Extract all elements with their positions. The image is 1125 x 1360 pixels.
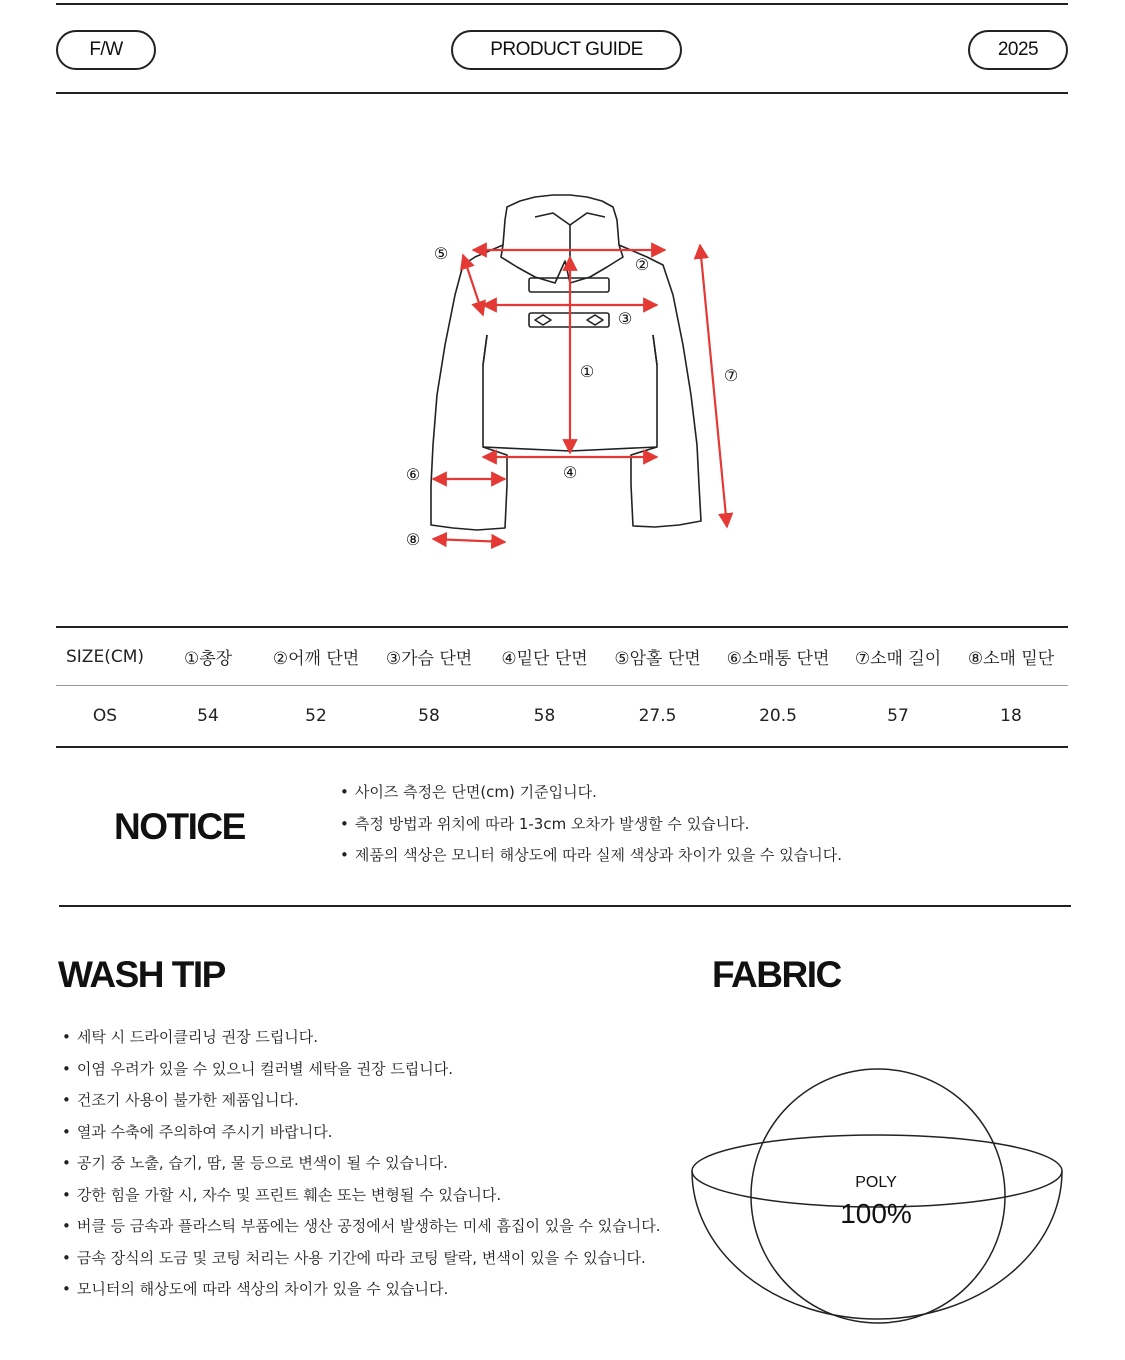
wash-tip-list bbox=[62, 1022, 661, 1306]
table-cell: 58 bbox=[418, 706, 440, 726]
table-bottom-rule bbox=[56, 746, 1068, 748]
marker-length: ① bbox=[579, 362, 595, 381]
page-title: PRODUCT GUIDE bbox=[490, 39, 643, 60]
marker-armhole: ⑤ bbox=[433, 244, 449, 263]
notice-item: • 측정 방법과 위치에 따라 1-3cm 오차가 발생할 수 있습니다. bbox=[340, 809, 842, 841]
notice-title: NOTICE bbox=[114, 806, 245, 847]
top-rule bbox=[56, 3, 1068, 5]
wash-tip-item: • 공기 중 노출, 습기, 땀, 물 등으로 변색이 될 수 있습니다. bbox=[62, 1148, 661, 1180]
wash-tip-item: • 모니터의 해상도에 따라 색상의 차이가 있을 수 있습니다. bbox=[62, 1274, 661, 1306]
header-rule bbox=[56, 92, 1068, 94]
notice-list bbox=[340, 777, 842, 872]
table-cell: 57 bbox=[887, 706, 909, 726]
table-header-cell: ①총장 bbox=[183, 649, 233, 669]
marker-sleeve-length: ⑦ bbox=[723, 366, 739, 385]
table-cell: 20.5 bbox=[759, 706, 797, 726]
wash-tip-title: WASH TIP bbox=[58, 954, 225, 995]
fabric-title: FABRIC bbox=[712, 954, 841, 995]
measurement-arrows bbox=[433, 245, 727, 542]
table-cell: 52 bbox=[305, 706, 327, 726]
table-header-cell: ⑦소매 길이 bbox=[854, 649, 942, 669]
table-row bbox=[56, 686, 1068, 746]
wash-tip-item: • 열과 수축에 주의하여 주시기 바랍니다. bbox=[62, 1117, 661, 1149]
table-cell-size: OS bbox=[92, 706, 118, 726]
page-title-badge bbox=[451, 30, 682, 70]
marker-sleeve-width: ⑥ bbox=[405, 465, 421, 484]
marker-hem: ④ bbox=[562, 463, 578, 482]
arrow-sleeve-length bbox=[700, 245, 727, 527]
wash-tip-item: • 강한 힘을 가할 시, 자수 및 프린트 훼손 또는 변형될 수 있습니다. bbox=[62, 1180, 661, 1212]
wash-tip-item: • 건조기 사용이 불가한 제품입니다. bbox=[62, 1085, 661, 1117]
table-cell: 54 bbox=[197, 706, 219, 726]
notice-bottom-rule bbox=[59, 905, 1071, 907]
wash-tip-item: • 금속 장식의 도금 및 코팅 처리는 사용 기간에 따라 코팅 탈락, 변색이 있을 수 있습니다. bbox=[62, 1243, 661, 1275]
table-header-cell: SIZE(CM) bbox=[66, 646, 144, 667]
notice-item: • 제품의 색상은 모니터 해상도에 따라 실제 색상과 차이가 있을 수 있습니다. bbox=[340, 840, 842, 872]
marker-sleeve-hem: ⑧ bbox=[405, 530, 421, 549]
table-cell: 58 bbox=[533, 706, 556, 726]
table-header-cell: ②어깨 단면 bbox=[272, 649, 360, 669]
table-header-cell: ⑤암홀 단면 bbox=[614, 649, 701, 669]
season-label: F/W bbox=[89, 39, 123, 60]
table-cell: 27.5 bbox=[638, 706, 677, 726]
marker-shoulder: ② bbox=[634, 255, 650, 274]
table-header-cell: ③가슴 단면 bbox=[385, 649, 473, 669]
year-label: 2025 bbox=[997, 39, 1039, 60]
marker-chest: ③ bbox=[617, 309, 633, 328]
fabric-material: POLY bbox=[855, 1174, 897, 1191]
wash-tip-item: • 버클 등 금속과 플라스틱 부품에는 생산 공정에서 발생하는 미세 흠집이 있을 수 있습니다. bbox=[62, 1211, 661, 1243]
season-badge bbox=[56, 30, 156, 70]
size-table bbox=[56, 628, 1068, 746]
arrow-sleeve-hem bbox=[433, 539, 505, 542]
jacket-measurement-diagram bbox=[395, 185, 745, 560]
wash-tip-item: • 세탁 시 드라이클리닝 권장 드립니다. bbox=[62, 1022, 661, 1054]
arrow-armhole bbox=[463, 255, 483, 315]
table-header-row bbox=[56, 628, 1068, 685]
wash-tip-item: • 이염 우려가 있을 수 있으니 컬러별 세탁을 권장 드립니다. bbox=[62, 1054, 661, 1086]
table-header-cell: ⑧소매 밑단 bbox=[967, 649, 1055, 669]
fabric-percent: 100% bbox=[840, 1198, 912, 1229]
year-badge bbox=[968, 30, 1068, 70]
table-header-cell: ⑥소매통 단면 bbox=[726, 649, 830, 669]
table-header-cell: ④밑단 단면 bbox=[501, 649, 588, 669]
table-cell: 18 bbox=[1000, 706, 1022, 726]
notice-item: • 사이즈 측정은 단면(cm) 기준입니다. bbox=[340, 777, 842, 809]
